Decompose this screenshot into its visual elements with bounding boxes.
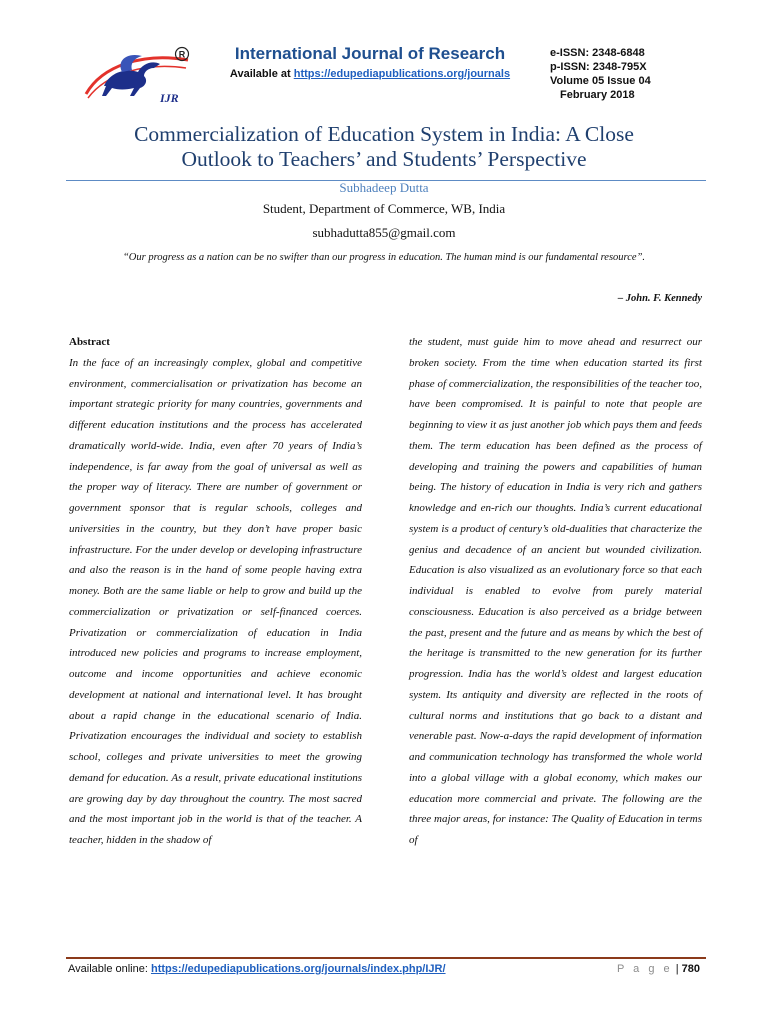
article-title-line-2: Outlook to Teachers’ and Students’ Perspective — [181, 147, 587, 171]
abstract-heading: Abstract — [69, 336, 110, 348]
logo-text: IJR — [160, 91, 179, 105]
epigraph-quote: “Our progress as a nation can be no swifter than our progress in education. The human mind is our fundamental resource”. — [122, 252, 646, 263]
available-at-label: Available at — [229, 68, 294, 80]
footer-divider — [66, 957, 706, 959]
p-issn: p-ISSN: 2348-795X — [550, 61, 647, 73]
right-column — [409, 332, 702, 851]
left-column — [69, 332, 362, 851]
body-text-continued: the student, must guide him to move ahead and resurrect our broken society. From the time when education started its first phase of commercialization, the responsibilities of the teacher too, have been compromised. It is painful to note that people are beginning to view it as just another job which pays them and feeds them. The term education has been defined as the process of developing and training the powers and capabilities of human being. The history of education in India is very rich and gathers knowledge and en-rich our thoughts. India’s current educational system is a product of century’s old-dualities that characterize the genius and decadence of an ancient but wounded civilization. Education is also visualized as an evolutionary force so that each individual is enabled to evolve from purely material consciousness. Education is also perceived as a bridge between the past, present and the future and as means by which the best of the heritage is transmitted to the new generation for its further progression. India has the world’s oldest and largest education system. Its antiquity and diversity are reflected in the roots of cultural norms and institutions that go back to a distant and venerable past. Now-a-days the rapid development of information and communication technology has transformed the whole world into a global village with a global economy, which makes our education more commercial and private. The following are the three major areas, for instance: The Quality of Education in terms of — [409, 336, 702, 846]
article-title-line-1: Commercialization of Education System in India: A Close — [134, 122, 634, 146]
ijr-logo — [82, 46, 194, 106]
author-affiliation: Student, Department of Commerce, WB, India — [262, 201, 506, 216]
article-title — [70, 122, 698, 172]
journal-url-link[interactable]: https://edupediapublications.org/journals — [293, 68, 511, 80]
footer-url-link[interactable]: https://edupediapublications.org/journals/index.php/IJR/ — [150, 963, 446, 975]
page-label: P a g e — [616, 963, 673, 975]
page-number: 780 — [681, 963, 700, 975]
abstract-body: In the face of an increasingly complex, global and competitive environment, commercialisation or privatization has become an important strategic priority for many countries, governments and different education institutions and the process has accelerated dramatically world-wide. India, even after 70 years of India’s independence, is far away from the goal of universal as well as the proper way of literacy. There are number of government or government sponsor that is regular schools, colleges and universities in the country, but they don’t have proper basic infrastructure. For the under develop or developing infrastructure and also the reason is in the hand of some people having extra money. Both are the same liable or help to grow and build up the commercialization or privatization or self-financed coerces. Privatization or commercialization of education in India introduced new policies and programs to increase employment, outcome and income opportunities and achieve economic development at national and international level. It has brought about a rapid change in the educational scenario of India. Privatization encourages the individual and society to establish school, colleges and private universities to meet the growing demand for education. As a result, private educational institutions are growing day by day throughout the country. The most sacred and the most important job in the world is that of the teacher. A teacher, hidden in the shadow of — [69, 356, 362, 846]
issue-date: February 2018 — [560, 89, 635, 101]
footer-availability — [68, 963, 446, 975]
journal-title: International Journal of Research — [234, 44, 506, 63]
e-issn: e-ISSN: 2348-6848 — [550, 47, 645, 59]
page-separator: | — [672, 963, 682, 975]
svg-text:R: R — [178, 49, 186, 60]
epigraph-author: – John. F. Kennedy — [617, 293, 702, 304]
volume-issue: Volume 05 Issue 04 — [550, 75, 651, 87]
page-indicator — [560, 963, 700, 975]
author-name: Subhadeep Dutta — [339, 180, 429, 195]
author-email: subhadutta855@gmail.com — [312, 225, 456, 240]
journal-availability — [195, 68, 545, 80]
issn-block — [550, 46, 660, 102]
available-online-label: Available online: — [68, 963, 151, 975]
